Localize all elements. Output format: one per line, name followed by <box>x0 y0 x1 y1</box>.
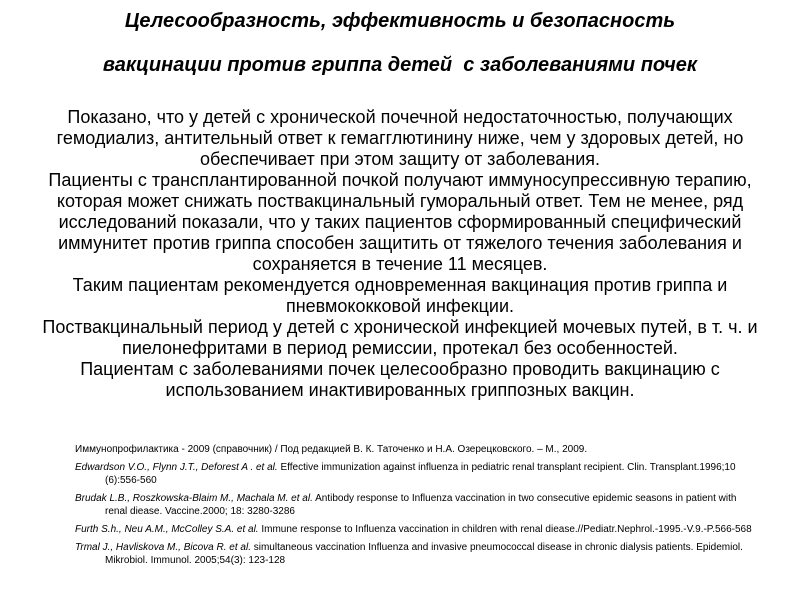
body-paragraph-3: Таким пациентам рекомендуется одновременная вакцинация против гриппа и пневмококковой инфекции. <box>72 275 728 316</box>
reference-5-text: simultaneous vaccination Influenza and invasive pneumococcal disease in chronic dialysis patients. Epidemiol. Mikrobiol. Immunol. 2005;54(3): 123-128 <box>105 542 743 566</box>
reference-item-3 <box>75 492 752 518</box>
slide-title-line-2: вакцинации против гриппа детей с заболеваниями почек <box>102 54 698 76</box>
body-paragraph-2: Пациенты с трансплантированной почкой получают иммуносупрессивную терапию, которая может снижать поствакцинальный гуморальный ответ. Тем не менее, ряд исследований показали, что у таких пациентов сформированный специфический иммунитет против гриппа способен защитить от тяжелого течения заболевания и сохраняется в течение 11 месяцев. <box>48 170 752 274</box>
reference-item-4 <box>75 523 752 536</box>
reference-5-authors: Trmal J., Havliskova M., Bicova R. et al. <box>75 542 251 553</box>
body-paragraph-5: Пациентам с заболеваниями почек целесообразно проводить вакцинацию с использованием инактивированных гриппозных вакцин. <box>80 359 720 400</box>
reference-3-authors: Brudak L.B., Roszkowska-Blaim M., Machala M. et al. <box>75 493 313 504</box>
reference-2-text: Effective immunization against influenza in pediatric renal transplant recipient. Clin. Transplant.1996;10 (6):556-560 <box>105 462 736 486</box>
slide-title-line-1: Целесообразность, эффективность и безопасность <box>124 10 676 32</box>
reference-item-5 <box>75 541 752 567</box>
reference-2-authors: Edwardson V.O., Flynn J.T., Deforest A . et al. <box>75 462 278 473</box>
reference-item-2 <box>75 461 752 487</box>
reference-3-text: Antibody response to Influenza vaccination in two consecutive epidemic seasons in patient with renal diease. Vaccine.2000; 18: 3280-3286 <box>105 493 737 517</box>
reference-item-1 <box>75 443 752 456</box>
slide-body <box>28 107 772 401</box>
body-paragraph-4: Поствакцинальный период у детей с хронической инфекцией мочевых путей, в т. ч. и пиелонефритами в период ремиссии, протекал без особенностей. <box>42 317 758 358</box>
slide-title <box>30 9 770 77</box>
reference-1-text: Иммунопрофилактика - 2009 (справочник) / Под редакцией В. К. Таточенко и Н.А. Озерецковского. – М., 2009. <box>75 444 588 455</box>
reference-4-text: Immune response to Influenza vaccination in children with renal diease.//Pediatr.Nephrol.-1995.-V.9.-P.566-568 <box>258 524 752 535</box>
references-list <box>75 443 752 572</box>
body-paragraph-1: Показано, что у детей с хронической почечной недостаточностью, получающих гемодиализ, антительный ответ к гемагглютинину ниже, чем у здоровых детей, но обеспечивает при этом защиту от заболевания. <box>56 107 744 169</box>
reference-4-authors: Furth S.h., Neu A.M., McColley S.A. et al. <box>75 524 259 535</box>
